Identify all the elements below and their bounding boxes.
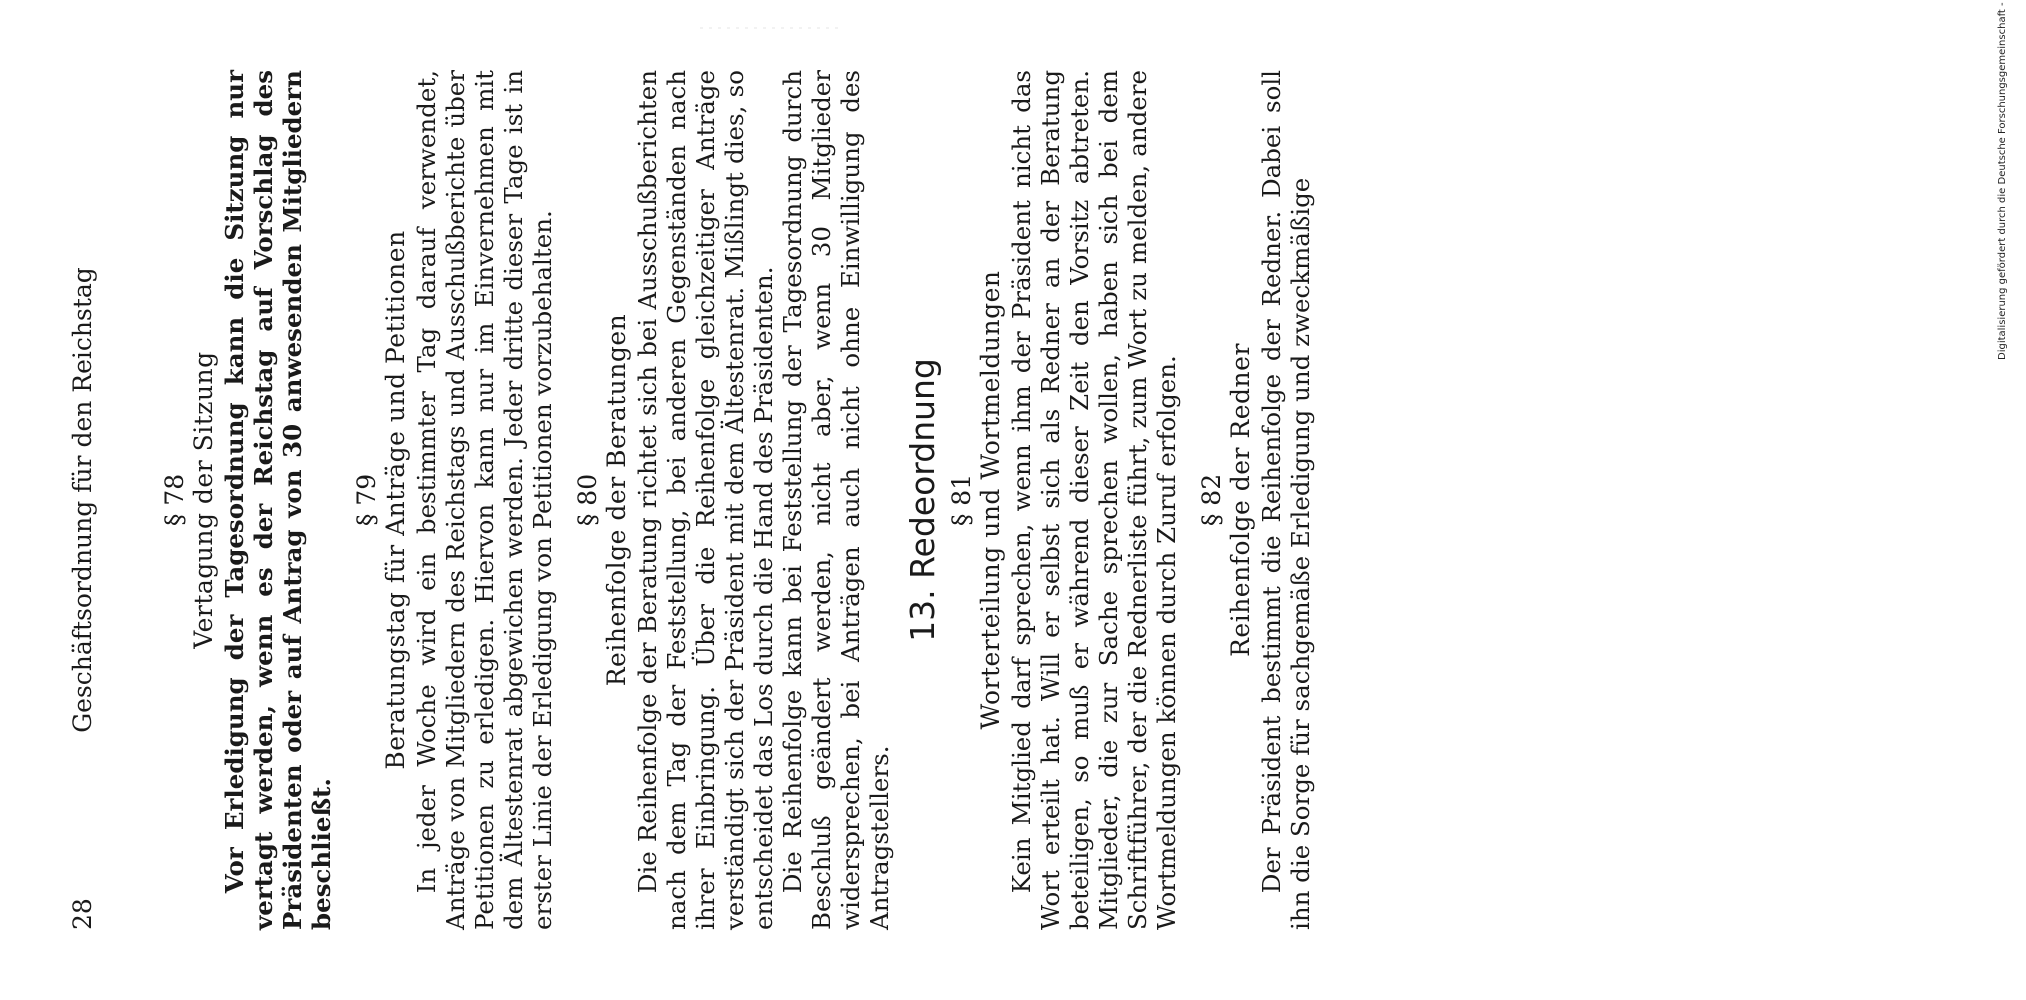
rotated-page-content xyxy=(60,70,1470,930)
section-text: Vor Erledigung der Tagesordnung kann die Sitzung nur vertagt werden, wenn es der Reichstag auf Vorschlag des Präsidenten oder auf Antrag von 30 anwesenden Mitgliedern beschließt. xyxy=(220,70,336,930)
scan-smudge xyxy=(700,22,840,34)
section-78 xyxy=(160,70,336,930)
digitization-note xyxy=(1996,0,2026,360)
page-number: 28 xyxy=(68,898,97,930)
section-80 xyxy=(573,70,894,930)
section-text: Der Präsident bestimmt die Reihenfolge der Redner. Dabei soll ihn die Sorge für sachgemäße Erledigung und zweckmäßige xyxy=(1257,70,1315,930)
section-title: Worterteilung und Wortmeldungen xyxy=(976,270,1005,730)
section-81 xyxy=(947,70,1181,930)
digitization-text: Digitalisierung gefördert durch die Deutsche Forschungsgemeinschaft - xyxy=(1997,2,2008,360)
page-body xyxy=(160,70,1315,930)
chapter-heading: 13. Redeordnung xyxy=(903,358,942,642)
section-text: Die Reihenfolge der Beratung richtet sich bei Ausschußberichten nach dem Tag der Feststellung, bei anderen Gegenständen nach ihrer Einbringung. Über die Reihenfolge gleichzeitiger Anträge verständigt sich der Präsident mit dem Ältestenrat. Mißlingt dies, so entscheidet das Los durch die Hand des Präsidenten. xyxy=(633,70,778,930)
section-79 xyxy=(352,70,557,930)
section-82 xyxy=(1197,70,1315,930)
section-number: § 79 xyxy=(352,473,381,527)
section-title: Reihenfolge der Redner xyxy=(1226,343,1255,657)
section-number: § 81 xyxy=(947,473,976,527)
section-text: Kein Mitglied darf sprechen, wenn ihm der Präsident nicht das Wort erteilt hat. Will er selbst sich als Redner an der Beratung beteiligen, so muß er während dieser Zeit den Vorsitz abtreten. Mitglieder, die zur Sache sprechen wollen, haben sich bei dem Schriftführer, der die Rednerliste führt, zum Wort zu melden, andere Wortmeldungen können durch Zuruf erfolgen. xyxy=(1007,70,1181,930)
section-title: Reihenfolge der Beratungen xyxy=(602,313,631,687)
page-header xyxy=(68,70,108,930)
section-text: Die Reihenfolge kann bei Feststellung der Tagesordnung durch Beschluß geändert werden, nicht aber, wenn 30 Mitglieder widersprechen, bei Anträgen auch nicht ohne Einwilligung des Antragstellers. xyxy=(778,70,894,930)
section-text: In jeder Woche wird ein bestimmter Tag darauf verwendet, Anträge von Mitgliedern des Reichstags und Ausschußberichte über Petitionen zu erledigen. Hiervon kann nur im Einvernehmen mit dem Ältestenrat abgewichen werden. Jeder dritte dieser Tage ist in erster Linie der Erledigung von Petitionen vorzubehalten. xyxy=(412,70,557,930)
section-title: Beratungstag für Anträge und Petitionen xyxy=(381,230,410,770)
running-title: Geschäftsordnung für den Reichstag xyxy=(68,267,97,733)
section-number: § 82 xyxy=(1197,473,1226,527)
section-number: § 78 xyxy=(160,473,189,527)
section-title: Vertagung der Sitzung xyxy=(189,351,218,649)
section-number: § 80 xyxy=(573,473,602,527)
